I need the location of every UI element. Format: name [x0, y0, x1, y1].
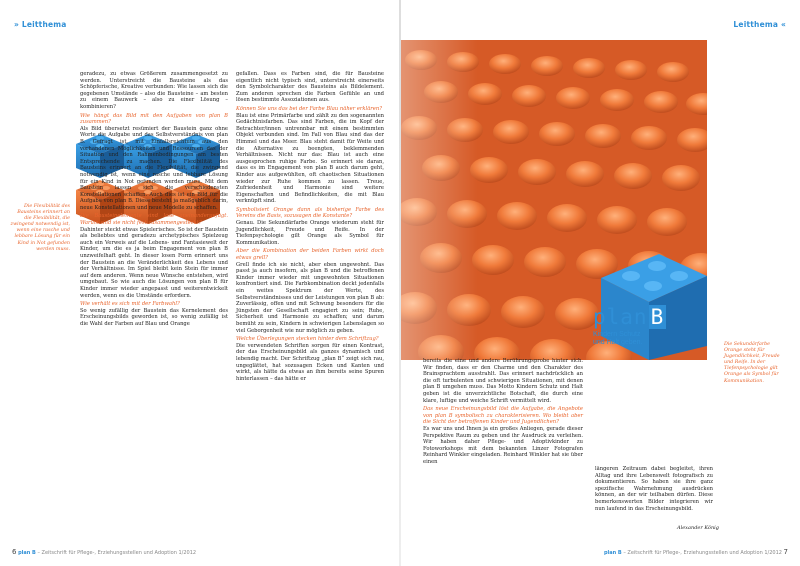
- tagline-line-2: und Halt geben.: [593, 339, 643, 346]
- question-heading: Die Bausteinelemente sind lose aneinandergefügt. Warum sind sie nicht fest zusammengesteckt?: [80, 213, 228, 227]
- question-heading: Aber die Kombination der beiden Farben wirkt doch etwas grell?: [236, 248, 384, 262]
- folio-right: [604, 548, 788, 556]
- paragraph: geradezu, zu etwas Größerem zusammengesetzt zu werden. Unterstreicht die Bausteine als das Schöpferische, Kreative verbunden: Wie lassen sich die gegebenen Umstände – also die Bausteine – am besten zu einem Bauwerk – also zu einer Lösung – kombinieren?: [80, 71, 228, 110]
- right-side-caption: Die Sekundärfarbe Orange steht für Jugendlichkeit, Freude und Reife. In der Tiefenpsychologie gilt Orange als Symbol für Kommunikation.: [724, 342, 780, 384]
- folio-text: – Zeitschrift für Pflege-, Erziehungsstellen und Adoption 1/2012: [37, 550, 197, 556]
- running-header-right: Leitthema «: [733, 20, 786, 29]
- left-page: [0, 0, 399, 566]
- paragraph: Es war uns und Ihnen ja ein großes Anliegen, gerade dieser Perspektive Raum zu geben und ihr Ausdruck zu verleihen. Wir haben daher Pflege- und Adoptivkinder zu Fotoworkshops mit dem bekannten Linzer Fotografen Reinhard Winkler eingeladen. Reinhard Winkler hat sie über einen: [423, 425, 583, 465]
- left-column-1: [80, 71, 228, 328]
- question-heading: Welche Überlegungen stecken hinter dem Schriftzug?: [236, 336, 379, 343]
- paragraph: Die verwendeten Schriften sorgen für einen Kontrast, der das Erscheinungsbild als ganzes dynamisch und lebendig macht. Der Schriftzug „plan B“ zeigt sich rau, ungeglättet, hat sozusagen Ecken und Kanten und wirkt, als hätte da etwas an ihm bereits seine Spuren hinterlassen – das hätte er: [236, 342, 384, 382]
- paragraph: Blau ist eine Primärfarbe und zählt zu den sogenannten Gedächtnisfarben. Das sind Farben, die im Kopf der Betrachter/innen untrennbar mit einem bestimmten Objekt verbunden sind. Im Fall von Blau sind das der Himmel und das Meer. Blau steht damit für Weite und die Alternative zu beengten, beklemmenden Verhältnissen. Nicht nur das: Blau ist auch eine ausgesprochen ruhige Farbe. So erinnert sie daran, dass es im Engagement von plan B auch darum geht, Kinder aus aufgewühlten, oft chaotischen Situationen wieder zur Ruhe kommen zu lassen. Treue, Zufriedenheit und Harmonie sind weitere Eigenschaften und Befindlichkeiten, die mit Blau verknüpft sind.: [236, 112, 384, 205]
- page-number: 7: [783, 548, 788, 556]
- left-side-caption: Die Flexibilität des Bausteins erinnert an die Flexibilität, die zwingend notwendig ist, wenn eine rasche und lebbare Lösung für ein Kind in Not gefunden werden muss.: [10, 204, 70, 252]
- paragraph: längeren Zeitraum dabei begleitet, ihren Alltag und ihre Lebenswelt fotografisch zu dokumentieren. So haben sie ihre ganz spezifische Wahrnehmung ausdrücken können, an der wir teilhaben dürfen. Diese bemerkenswerten Bilder integrieren wir nun laufend in das Erscheinungsbild.: [595, 466, 713, 512]
- page-number: 6: [12, 548, 17, 556]
- plan-b-logo: [593, 305, 666, 347]
- tagline-line-1: Kindern Schutz: [593, 331, 641, 338]
- paragraph: So wenig zufällig der Baustein das Kernelement des Erscheinungsbilds geworden ist, so wenig zufällig ist die Wahl der Farben auf Blau und Orange: [80, 307, 228, 327]
- question-heading: Wie verhält es sich mit der Farbwahl?: [80, 301, 180, 308]
- question-heading: Symbolisiert Orange dann als bisherige Farbe des Vereins die Basis, sozusagen die Konstante?: [236, 206, 384, 220]
- question-heading: Können Sie uns das bei der Farbe Blau näher erklären?: [236, 105, 382, 112]
- paragraph: Als Bild übersetzt resümiert der Baustein ganz ohne Worte die Aufgabe und das Selbstverständnis von plan B. Gefragt ist, mit Einfallsreichtum aus den vorhandenen Möglichkeiten und Ressourcen das der Situation und den Rahmenbedingungen am besten Entsprechende zu machen. Die Flexibilität des Bausteins erinnert an die Flexibilität, die zwingend notwendig ist, wenn eine rasche und lebbare Lösung für ein Kind in Not gefunden werden muss. Mit dem Baustein lassen sich die verschiedensten Konstellationen schaffen. Auch dies ist ein Bild für die Aufgabe von plan B. Diese besteht ja maßgeblich darin, neue Konstellationen und neue Modelle zu schaffen.: [80, 125, 228, 211]
- folio-brand: plan B: [603, 550, 622, 556]
- right-column-2: [595, 466, 713, 512]
- question-heading: Wie hängt das Bild mit den Aufgaben von plan B zusammen?: [80, 112, 228, 126]
- author-signature: Alexander König: [677, 525, 719, 531]
- question-heading: Das neue Erscheinungsbild löst die Aufgabe, die Angebote von plan B symbolisch zu charakterisieren. Wo bleibt aber die Sicht der betroffenen Kinder und Jugendlichen?: [423, 406, 583, 426]
- right-column-1: [423, 358, 583, 466]
- right-page: [401, 0, 800, 566]
- logo-letter-box: B: [650, 305, 665, 329]
- folio-text: – Zeitschrift für Pflege-, Erziehungsstellen und Adoption 1/2012: [623, 550, 782, 556]
- left-column-2: [236, 71, 384, 382]
- paragraph: gefallen. Dass es Farben sind, die für Bausteine eigentlich nicht typisch sind, unterstreicht einerseits den Symbolcharakter des Bausteins als Bildelement. Zum anderen sprechen die Farben Gefühle an und lösen bestimmte Assoziationen aus.: [236, 71, 384, 104]
- paragraph: Genau. Die Sekundärfarbe Orange wiederum steht für Jugendlichkeit, Freude und Reife. In der Tiefenpsychologie gilt Orange als Symbol für Kommunikation.: [236, 220, 384, 246]
- folio-left: [12, 548, 196, 556]
- paragraph: Dahinter steckt etwas Spielerisches. So ist der Baustein als beliebtes und geradezu archetypisches Spielzeug auch ein Verweis auf die Lebens- und Fantasiewelt der Kinder, um die es ja beim Engagement von plan B unzweifelhaft geht. In dieser losen Form erinnert uns der Baustein an die Veränderlichkeit des Lebens und der Verhältnisse. Im Spiel bleibt kein Stein für immer auf dem anderen. Wenn neue Wünsche entstehen, wird umgebaut. So wie auch die Lösungen von plan B für Kinder immer wieder angepasst und weiterentwickelt werden, wenn es die Umstände erfordern.: [80, 226, 228, 299]
- paragraph: bereits die eine und andere Berührungsprobe hinter sich. Wir finden, dass er den Charme und den Charakter des Brainsprachtem ausstrahlt. Das erinnert nachdrücklich an die oft turbulenten und schwierigen Situationen, mit denen plan B umgehen muss. Das Motto Kindern Schutz und Halt geben ist die unverzichtliche Botschaft, die durch eine klare, luftige und weiche Schrift vermittelt wird.: [423, 358, 583, 404]
- logo-word: plan: [593, 305, 648, 329]
- running-header-left: » Leitthema: [14, 20, 67, 29]
- folio-brand: plan B: [18, 550, 36, 556]
- paragraph: Grell finde ich sie nicht, aber eben ungewohnt. Das passt ja auch insofern, als plan B und die betroffenen Kinder immer wieder mit ungewohnten Situationen konfrontiert sind. Die Farbkombination deckt jedenfalls ein weites Spektrum der Werte, des Selbstverständnisses und der Leistungen von plan B ab: Zuverlässig, offen und mit Schwung besonders für die Jüngsten der Gesellschaft engagiert zu sein; Ruhe, Sicherheit und Harmonie zu schaffen; und darum bemüht zu sein, Kindern in schwierigen Lebenslagen so viel Geborgenheit wie nur möglich zu geben.: [236, 261, 384, 334]
